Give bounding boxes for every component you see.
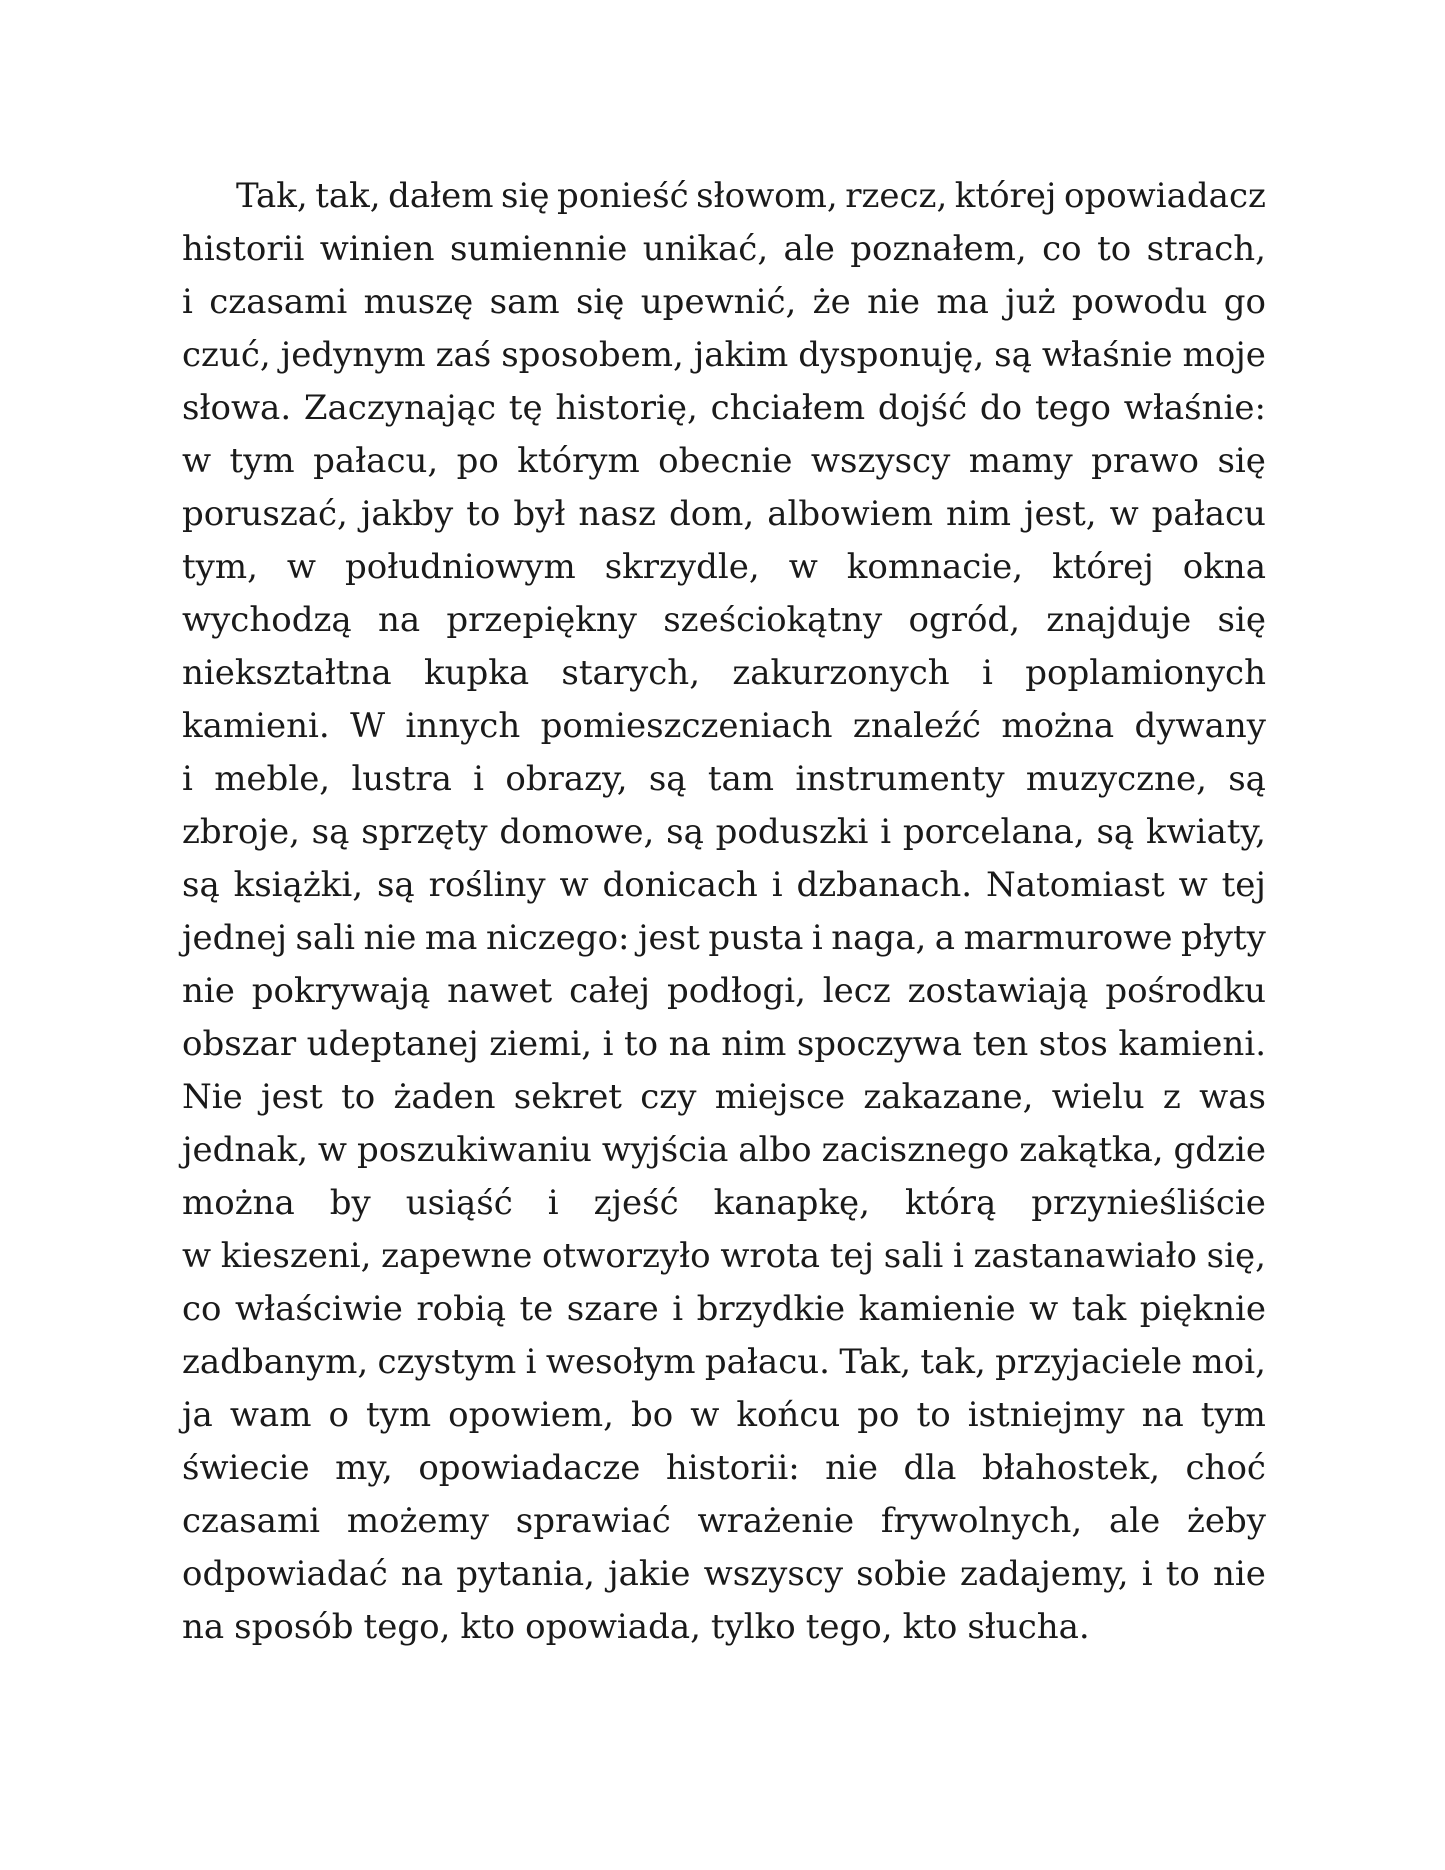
word: znajduje xyxy=(1046,600,1192,640)
word: starych, xyxy=(561,653,701,693)
word: skrzydle, xyxy=(604,547,760,587)
word: sprzęty xyxy=(361,812,488,852)
word: w xyxy=(317,1130,348,1170)
word: ma xyxy=(936,282,989,322)
word: dałem xyxy=(388,176,494,216)
word: nie xyxy=(363,918,417,958)
word: pośrodku xyxy=(1105,971,1266,1011)
word: tego, xyxy=(363,1607,451,1647)
word: przyjaciele xyxy=(995,1342,1183,1382)
word: żaden xyxy=(393,1077,496,1117)
word: okna xyxy=(1182,547,1266,587)
text-line xyxy=(182,965,1266,1018)
word: stos xyxy=(1038,1024,1108,1064)
word: książki, xyxy=(233,865,364,905)
word: zadbanym, xyxy=(182,1342,369,1382)
word: że xyxy=(812,282,851,322)
word: upewnić, xyxy=(640,282,797,322)
word: był xyxy=(513,494,566,534)
word: pałacu. xyxy=(704,1342,830,1382)
word: którym xyxy=(517,441,640,481)
text-line xyxy=(182,753,1266,806)
word: udeptanej xyxy=(306,1024,479,1064)
word: nie xyxy=(182,971,235,1011)
word: bo xyxy=(630,1395,674,1435)
word: sześciokątny xyxy=(663,600,883,640)
word: przynieśliście xyxy=(1031,1183,1266,1223)
word: dla xyxy=(903,1448,957,1488)
text-line xyxy=(182,1548,1266,1601)
word: końcu xyxy=(736,1395,841,1435)
word: poszukiwaniu xyxy=(356,1130,592,1170)
word: szare xyxy=(566,1289,659,1329)
word: historii xyxy=(182,229,305,269)
word: opowiadacz xyxy=(1063,176,1266,216)
word: porcelana, xyxy=(902,812,1085,852)
word: wrota xyxy=(720,1236,821,1276)
word: sumiennie xyxy=(449,229,628,269)
text-line xyxy=(182,1071,1266,1124)
word: zakazane, xyxy=(863,1077,1034,1117)
word: zacisznego xyxy=(821,1130,1010,1170)
word: właściwie xyxy=(235,1289,403,1329)
word: te xyxy=(519,1289,554,1329)
word: kamieni. xyxy=(182,706,330,746)
word: słowa. xyxy=(182,388,292,428)
word: wielu xyxy=(1051,1077,1145,1117)
word: nasz xyxy=(578,494,656,534)
word: na xyxy=(668,1024,711,1064)
word: są xyxy=(994,335,1032,375)
word: żeby xyxy=(1186,1501,1266,1541)
word: marmurowe xyxy=(963,918,1173,958)
word: całej xyxy=(569,971,651,1011)
word: albo xyxy=(738,1130,812,1170)
word: dywany xyxy=(1134,706,1266,746)
word: tak xyxy=(1071,1289,1127,1329)
word: wam xyxy=(229,1395,312,1435)
word: spoczywa xyxy=(796,1024,963,1064)
word: są xyxy=(182,865,220,905)
word: pomieszczeniach xyxy=(540,706,833,746)
word: ponieść xyxy=(557,176,689,216)
word: w xyxy=(788,547,818,587)
word: dysponuję, xyxy=(798,335,985,375)
word: w xyxy=(1178,865,1208,905)
word: kupka xyxy=(423,653,530,693)
word: usiąść xyxy=(405,1183,513,1223)
word: właśnie: xyxy=(1123,388,1266,428)
word: tam xyxy=(707,759,775,799)
word: ale xyxy=(783,229,835,269)
word: ale xyxy=(1108,1501,1161,1541)
word: już xyxy=(1005,282,1056,322)
word: niczego: xyxy=(485,918,630,958)
word: znaleźć xyxy=(852,706,981,746)
word: historii: xyxy=(665,1448,800,1488)
word: możemy xyxy=(346,1501,490,1541)
word: chciałem xyxy=(710,388,866,428)
word: w xyxy=(690,1395,720,1435)
text-line xyxy=(182,276,1266,329)
word: kanapkę, xyxy=(713,1183,870,1223)
text-line xyxy=(182,594,1266,647)
word: muszę xyxy=(363,282,474,322)
word: komnacie, xyxy=(846,547,1024,587)
word: W xyxy=(350,706,386,746)
word: to xyxy=(916,1395,951,1435)
word: dzbanach. xyxy=(796,865,973,905)
word: to xyxy=(466,494,501,534)
word: was xyxy=(1199,1077,1266,1117)
word: nie xyxy=(825,1448,879,1488)
word: choć xyxy=(1185,1448,1266,1488)
word: w xyxy=(1029,1289,1059,1329)
word: się xyxy=(1217,441,1266,481)
word: jakim xyxy=(693,335,789,375)
word: kamieni. xyxy=(1118,1024,1266,1064)
word: w xyxy=(286,547,317,587)
word: kto xyxy=(902,1607,958,1647)
word: się xyxy=(1217,600,1266,640)
word: tym xyxy=(365,1395,432,1435)
word: na xyxy=(182,1607,225,1647)
text-line xyxy=(182,1442,1266,1495)
word: sam xyxy=(489,282,560,322)
word: moje xyxy=(1182,335,1266,375)
word: otworzyło xyxy=(542,1236,711,1276)
word: wyjścia xyxy=(601,1130,729,1170)
word: Natomiast xyxy=(986,865,1165,905)
word: zaś xyxy=(435,335,492,375)
word: brzydkie xyxy=(696,1289,846,1329)
text-line xyxy=(182,170,1266,223)
word: nim xyxy=(721,1024,787,1064)
word: prawo xyxy=(1091,441,1199,481)
word: historię, xyxy=(555,388,698,428)
word: są xyxy=(311,812,350,852)
word: w xyxy=(182,1236,212,1276)
word: czystym xyxy=(377,1342,517,1382)
word: miejsce xyxy=(714,1077,846,1117)
word: na xyxy=(377,600,421,640)
word: zadajemy, xyxy=(959,1554,1129,1594)
word: przepiękny xyxy=(446,600,637,640)
word: i xyxy=(811,918,823,958)
word: i xyxy=(473,759,485,799)
word: nie xyxy=(867,282,920,322)
word: pokrywają xyxy=(251,971,431,1011)
word: i xyxy=(525,1342,537,1382)
word: to xyxy=(623,1024,659,1064)
word: słucha. xyxy=(967,1607,1090,1647)
word: dojść xyxy=(877,388,968,428)
word: ma xyxy=(424,918,478,958)
word: tego, xyxy=(805,1607,893,1647)
word: Tak, xyxy=(839,1342,912,1382)
word: wesołym xyxy=(545,1342,696,1382)
word: i xyxy=(771,865,783,905)
word: winien xyxy=(319,229,435,269)
word: której xyxy=(1052,547,1154,587)
word: jednej xyxy=(182,918,287,958)
word: czasami xyxy=(182,1501,321,1541)
word: na xyxy=(400,1554,444,1594)
word: sposobem, xyxy=(501,335,684,375)
word: o xyxy=(328,1395,349,1435)
word: nawet xyxy=(447,971,553,1011)
word: a xyxy=(934,918,956,958)
word: sposób xyxy=(234,1607,354,1647)
word: tak, xyxy=(315,176,381,216)
word: donicach xyxy=(602,865,758,905)
word: to xyxy=(1165,1554,1200,1594)
text-line xyxy=(182,647,1266,700)
word: lustra xyxy=(351,759,452,799)
word: i xyxy=(602,1024,614,1064)
text-line xyxy=(182,1124,1266,1177)
word: sali xyxy=(295,918,355,958)
text-line xyxy=(182,541,1266,594)
text-line xyxy=(182,1177,1266,1230)
word: zbroje, xyxy=(182,812,300,852)
word: są xyxy=(1228,759,1266,799)
word: istniejmy xyxy=(967,1395,1125,1435)
word: tej xyxy=(829,1236,875,1276)
word: w xyxy=(1109,494,1139,534)
word: unikać, xyxy=(642,229,769,269)
word: sekret xyxy=(513,1077,622,1117)
word: to xyxy=(341,1077,376,1117)
word: go xyxy=(1223,282,1266,322)
word: podłogi, xyxy=(666,971,806,1011)
word: się xyxy=(575,282,625,322)
word: ten xyxy=(972,1024,1029,1064)
word: wychodzą xyxy=(182,600,352,640)
word: pałacu, xyxy=(313,441,439,481)
word: kamienie xyxy=(858,1289,1016,1329)
text-line xyxy=(182,700,1266,753)
word: się, xyxy=(1206,1236,1266,1276)
word: czasami xyxy=(209,282,348,322)
word: sali xyxy=(883,1236,944,1276)
word: tym xyxy=(229,441,295,481)
word: i xyxy=(880,812,892,852)
word: jest, xyxy=(1023,494,1097,534)
word: są xyxy=(666,812,704,852)
word: z xyxy=(1162,1077,1181,1117)
word: frywolnych, xyxy=(880,1501,1083,1541)
text-line xyxy=(182,382,1266,435)
word: lecz xyxy=(822,971,891,1011)
word: i xyxy=(982,653,993,693)
word: naga, xyxy=(831,918,927,958)
word: zastanawiało xyxy=(973,1236,1197,1276)
word: nie xyxy=(1212,1554,1266,1594)
word: kwiaty, xyxy=(1145,812,1266,852)
word: której xyxy=(954,176,1057,216)
text-line xyxy=(182,912,1266,965)
word: robią xyxy=(416,1289,506,1329)
text-line xyxy=(182,488,1266,541)
word: meble, xyxy=(214,759,331,799)
text-line xyxy=(182,435,1266,488)
word: strach, xyxy=(1146,229,1266,269)
word: i xyxy=(182,759,193,799)
word: w xyxy=(559,865,589,905)
word: tym xyxy=(1200,1395,1266,1435)
word: wszyscy xyxy=(810,441,951,481)
word: świecie xyxy=(182,1448,310,1488)
word: opowiadacze xyxy=(418,1448,641,1488)
word: opowiem, xyxy=(448,1395,614,1435)
word: zjeść xyxy=(593,1183,679,1223)
word: i xyxy=(182,282,193,322)
text-line xyxy=(182,859,1266,912)
word: tak, xyxy=(920,1342,986,1382)
word: zapewne xyxy=(381,1236,533,1276)
word: pytania, xyxy=(456,1554,595,1594)
word: są xyxy=(1096,812,1135,852)
word: powodu xyxy=(1071,282,1208,322)
word: instrumenty xyxy=(795,759,1005,799)
word: wrażenie xyxy=(697,1501,855,1541)
word: moi, xyxy=(1191,1342,1266,1382)
word: zakurzonych xyxy=(732,653,950,693)
word: co xyxy=(1042,229,1082,269)
word: są xyxy=(648,759,687,799)
word: do xyxy=(979,388,1023,428)
word: słowom, xyxy=(696,176,838,216)
word: i xyxy=(672,1289,684,1329)
word: to xyxy=(1097,229,1132,269)
word: sprawiać xyxy=(515,1501,671,1541)
word: tego xyxy=(1034,388,1111,428)
text-line xyxy=(182,1283,1266,1336)
word: domowe, xyxy=(499,812,655,852)
word: i xyxy=(952,1236,964,1276)
word: co xyxy=(182,1289,222,1329)
word: dom, xyxy=(668,494,755,534)
word: obszar xyxy=(182,1024,297,1064)
word: Nie xyxy=(182,1077,243,1117)
word: poznałem, xyxy=(850,229,1027,269)
word: ja xyxy=(182,1395,213,1435)
word: czuć, xyxy=(182,335,271,375)
word: kto xyxy=(460,1607,516,1647)
word: rośliny xyxy=(428,865,546,905)
word: Tak, xyxy=(236,176,308,216)
text-line xyxy=(182,806,1266,859)
word: jakie xyxy=(608,1554,691,1594)
word: można xyxy=(182,1183,295,1223)
word: właśnie xyxy=(1041,335,1173,375)
word: ogród, xyxy=(908,600,1020,640)
text-line xyxy=(182,1601,1266,1654)
word: i xyxy=(1141,1554,1153,1594)
word: poplamionych xyxy=(1025,653,1266,693)
word: obrazy, xyxy=(505,759,628,799)
word: mamy xyxy=(968,441,1073,481)
word: tę xyxy=(508,388,543,428)
word: są xyxy=(376,865,415,905)
word: zakątka, xyxy=(1019,1130,1164,1170)
word: sobie xyxy=(856,1554,947,1594)
word: błahostek, xyxy=(981,1448,1161,1488)
word: pałacu xyxy=(1151,494,1266,534)
word: jakby xyxy=(360,494,454,534)
word: my, xyxy=(335,1448,393,1488)
word: tej xyxy=(1221,865,1266,905)
word: odpowiadać xyxy=(182,1554,388,1594)
paragraph xyxy=(182,170,1266,1654)
word: poduszki xyxy=(715,812,869,852)
word: tym, xyxy=(182,547,258,587)
word: można xyxy=(1001,706,1115,746)
word: jednak, xyxy=(182,1130,309,1170)
word: południowym xyxy=(345,547,576,587)
word: obecnie xyxy=(658,441,793,481)
word: gdzie xyxy=(1173,1130,1266,1170)
word: albowiem xyxy=(767,494,933,534)
word: tylko xyxy=(710,1607,796,1647)
word: i xyxy=(547,1183,559,1223)
text-line xyxy=(182,329,1266,382)
text-line xyxy=(182,1389,1266,1442)
word: poruszać, xyxy=(182,494,348,534)
word: innych xyxy=(405,706,521,746)
word: jedynym xyxy=(280,335,426,375)
word: ziemi, xyxy=(489,1024,593,1064)
word: płyty xyxy=(1180,918,1266,958)
word: by xyxy=(329,1183,371,1223)
word: czy xyxy=(640,1077,697,1117)
word: opowiada, xyxy=(525,1607,701,1647)
word: pusta xyxy=(708,918,804,958)
word: rzecz, xyxy=(845,176,948,216)
text-line xyxy=(182,223,1266,276)
word: w xyxy=(182,441,212,481)
word: po xyxy=(857,1395,900,1435)
word: pięknie xyxy=(1139,1289,1266,1329)
text-line xyxy=(182,1495,1266,1548)
word: nim xyxy=(945,494,1011,534)
text-line xyxy=(182,1230,1266,1283)
word: po xyxy=(456,441,499,481)
word: niekształtna xyxy=(182,653,392,693)
word: jest xyxy=(261,1077,323,1117)
word: się xyxy=(501,176,550,216)
text-line xyxy=(182,1018,1266,1071)
word: muzyczne, xyxy=(1025,759,1207,799)
word: wszyscy xyxy=(703,1554,844,1594)
word: na xyxy=(1141,1395,1184,1435)
word: jest xyxy=(638,918,700,958)
word: kieszeni, xyxy=(220,1236,372,1276)
word: którą xyxy=(904,1183,997,1223)
word: Zaczynając xyxy=(303,388,496,428)
text-line xyxy=(182,1336,1266,1389)
word: zostawiają xyxy=(907,971,1089,1011)
